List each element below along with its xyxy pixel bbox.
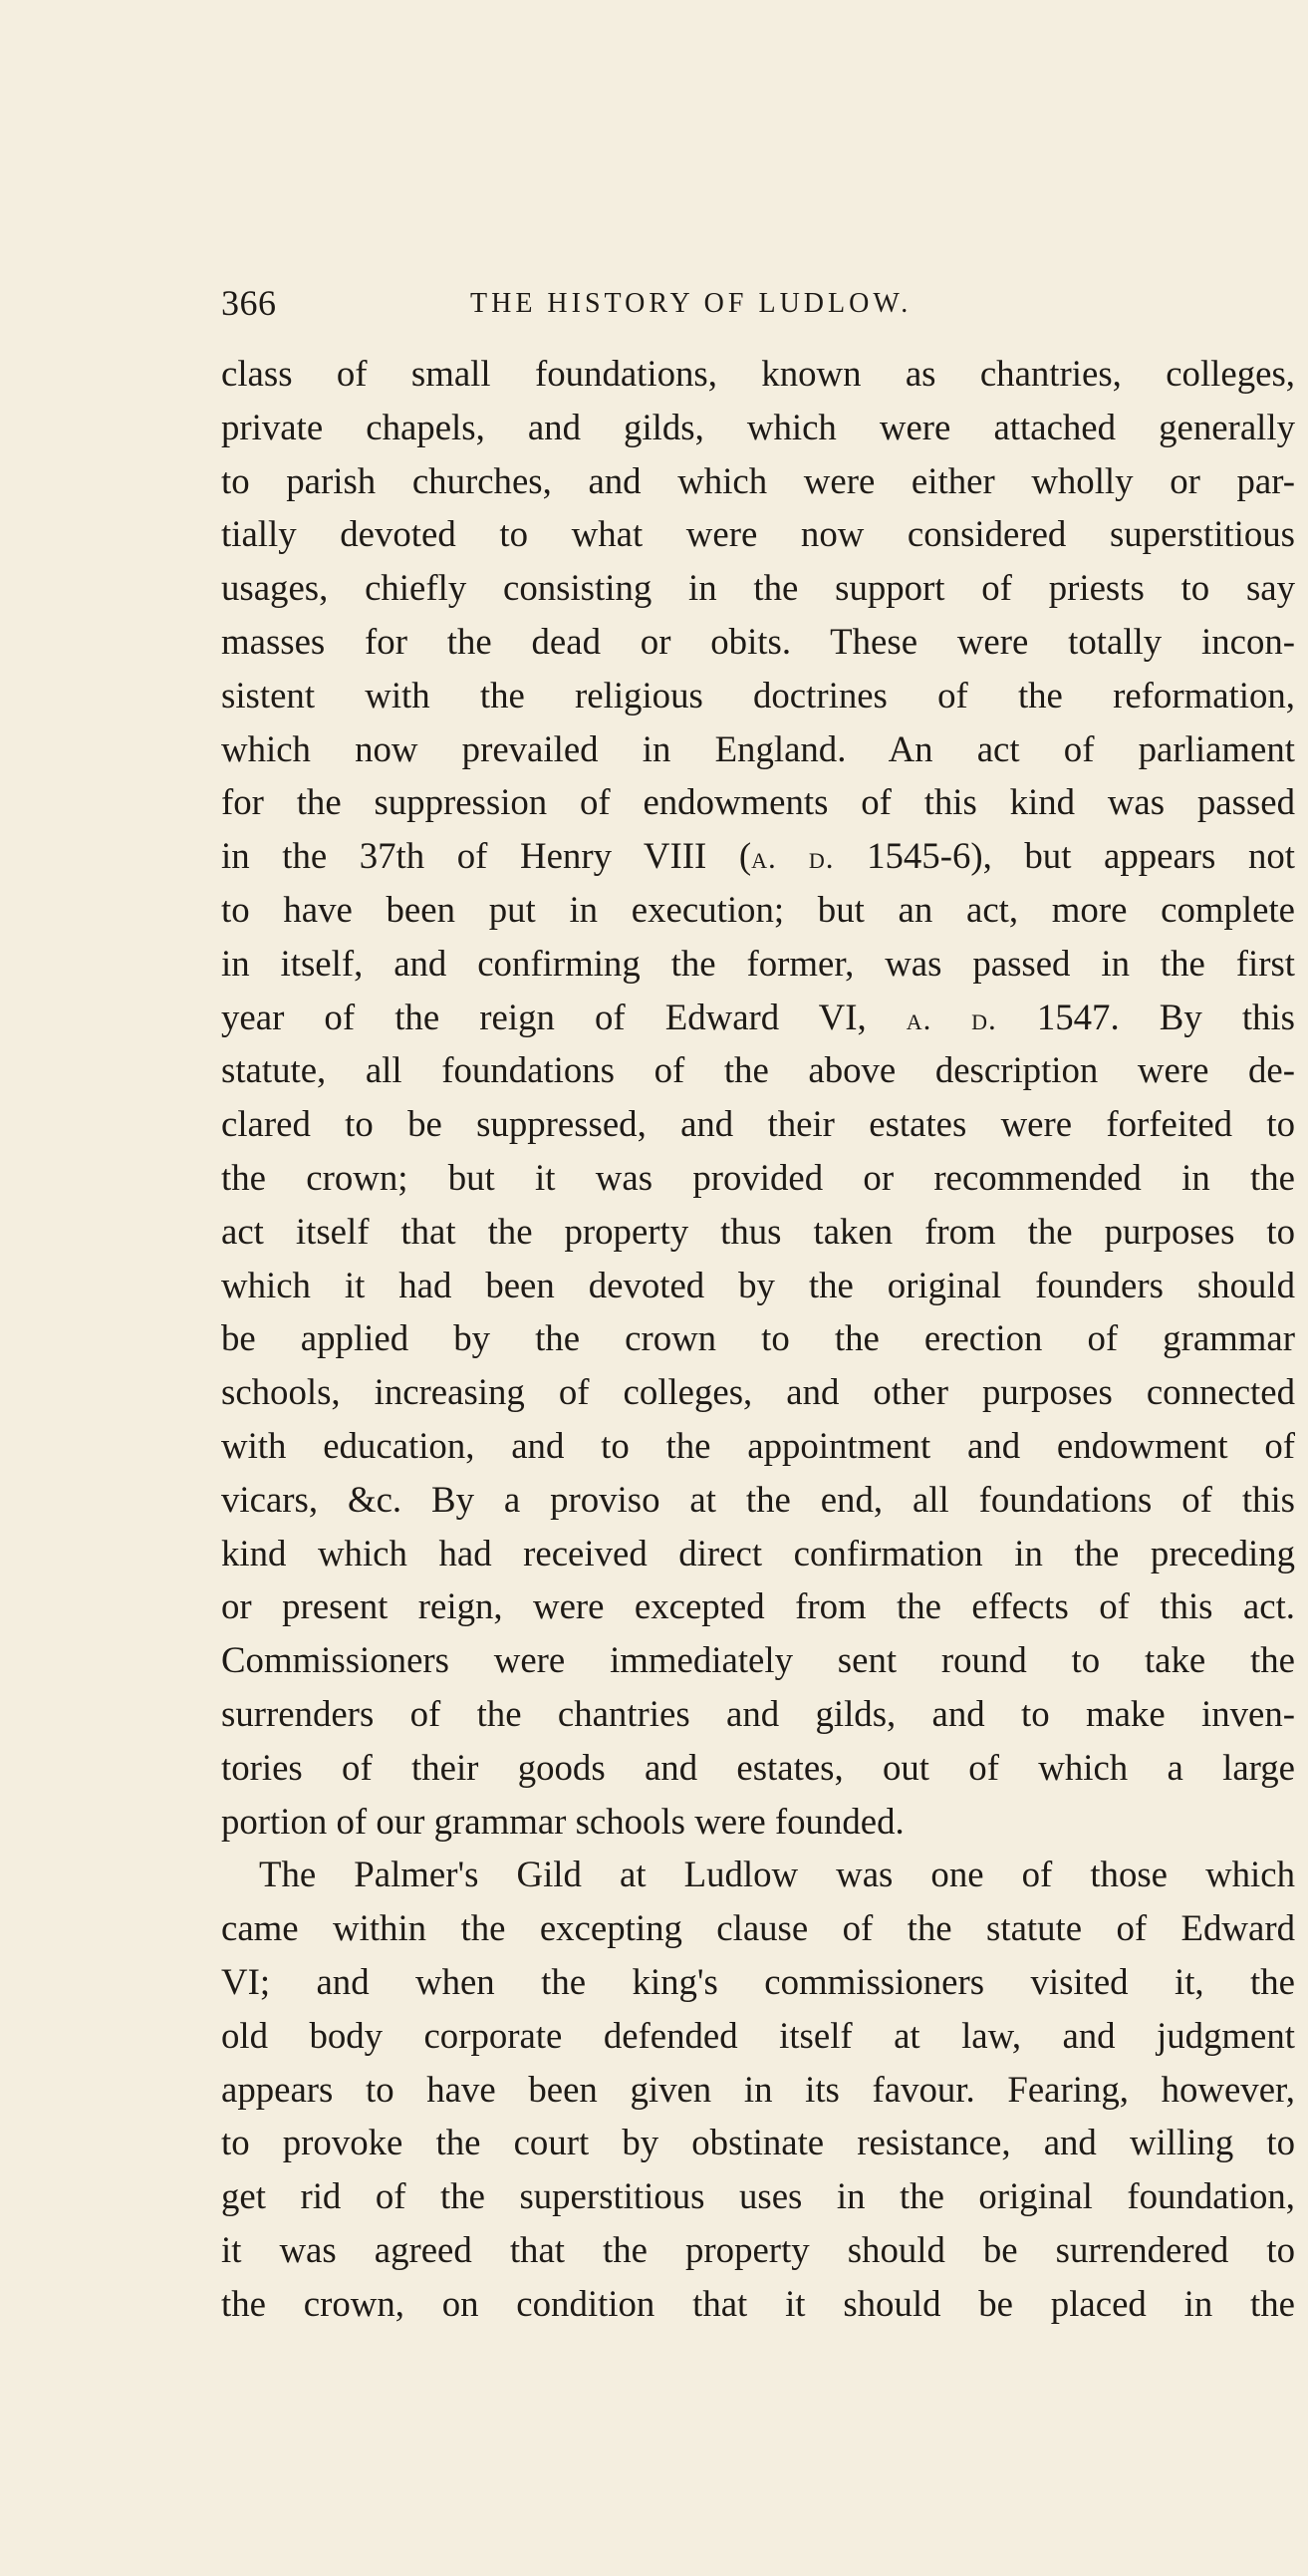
- text-line: sistent with the religious doctrines of the reformation,: [221, 674, 1295, 716]
- text-line: tories of their goods and estates, out of which a large: [221, 1746, 1295, 1788]
- text-line: Commissioners were immediately sent round to take the: [221, 1639, 1295, 1681]
- text-line: vicars, &c. By a proviso at the end, all foundations of this: [221, 1478, 1295, 1520]
- text-line: the crown; but it was provided or recommended in the: [221, 1156, 1295, 1198]
- body-text: [221, 347, 1295, 2330]
- text-line: usages, chiefly consisting in the support of priests to say: [221, 567, 1295, 609]
- text-line: to parish churches, and which were either wholly or par-: [221, 459, 1295, 501]
- text-line: The Palmer's Gild at Ludlow was one of those which: [259, 1854, 1295, 1895]
- text-line: for the suppression of endowments of this kind was passed: [221, 781, 1295, 823]
- page-header: [221, 276, 1297, 336]
- text-line: clared to be suppressed, and their estates were forfeited to: [221, 1103, 1295, 1145]
- text-line: with education, and to the appointment and endowment of: [221, 1424, 1295, 1466]
- text-line: be applied by the crown to the erection of grammar: [221, 1317, 1295, 1359]
- text-line: which it had been devoted by the original founders should: [221, 1264, 1295, 1305]
- text-line: old body corporate defended itself at law, and judgment: [221, 2014, 1295, 2056]
- text-line: or present reign, were excepted from the effects of this act.: [221, 1585, 1295, 1627]
- running-head: THE HISTORY OF LUDLOW.: [470, 288, 913, 319]
- text-line: tially devoted to what were now considered superstitious: [221, 513, 1295, 555]
- text-line: get rid of the superstitious uses in the original foundation,: [221, 2175, 1295, 2217]
- text-line: it was agreed that the property should be surrendered to: [221, 2228, 1295, 2270]
- text-line: surrenders of the chantries and gilds, and to make inven-: [221, 1692, 1295, 1734]
- text-line: portion of our grammar schools were founded.: [221, 1800, 905, 1842]
- text-line: came within the excepting clause of the statute of Edward: [221, 1907, 1295, 1949]
- text-line: kind which had received direct confirmation in the preceding: [221, 1532, 1295, 1574]
- text-line: schools, increasing of colleges, and other purposes connected: [221, 1371, 1295, 1413]
- text-line: to have been put in execution; but an act, more complete: [221, 888, 1295, 930]
- text-line: in the 37th of Henry VIII (a. d. 1545-6), but appears not: [221, 835, 1295, 877]
- page-number: 366: [221, 283, 277, 323]
- text-line: act itself that the property thus taken from the purposes to: [221, 1210, 1295, 1252]
- text-line: private chapels, and gilds, which were attached generally: [221, 406, 1295, 447]
- text-line: VI; and when the king's commissioners visited it, the: [221, 1960, 1295, 2002]
- text-line: which now prevailed in England. An act of parliament: [221, 727, 1295, 769]
- text-line: appears to have been given in its favour. Fearing, however,: [221, 2068, 1295, 2110]
- text-line: class of small foundations, known as chantries, colleges,: [221, 353, 1295, 394]
- text-line: in itself, and confirming the former, was passed in the first: [221, 942, 1295, 984]
- text-line: statute, all foundations of the above description were de-: [221, 1049, 1295, 1091]
- text-line: the crown, on condition that it should be placed in the: [221, 2282, 1295, 2324]
- text-line: to provoke the court by obstinate resistance, and willing to: [221, 2122, 1295, 2163]
- text-line: year of the reign of Edward VI, a. d. 1547. By this: [221, 996, 1295, 1037]
- text-line: masses for the dead or obits. These were totally incon-: [221, 620, 1295, 662]
